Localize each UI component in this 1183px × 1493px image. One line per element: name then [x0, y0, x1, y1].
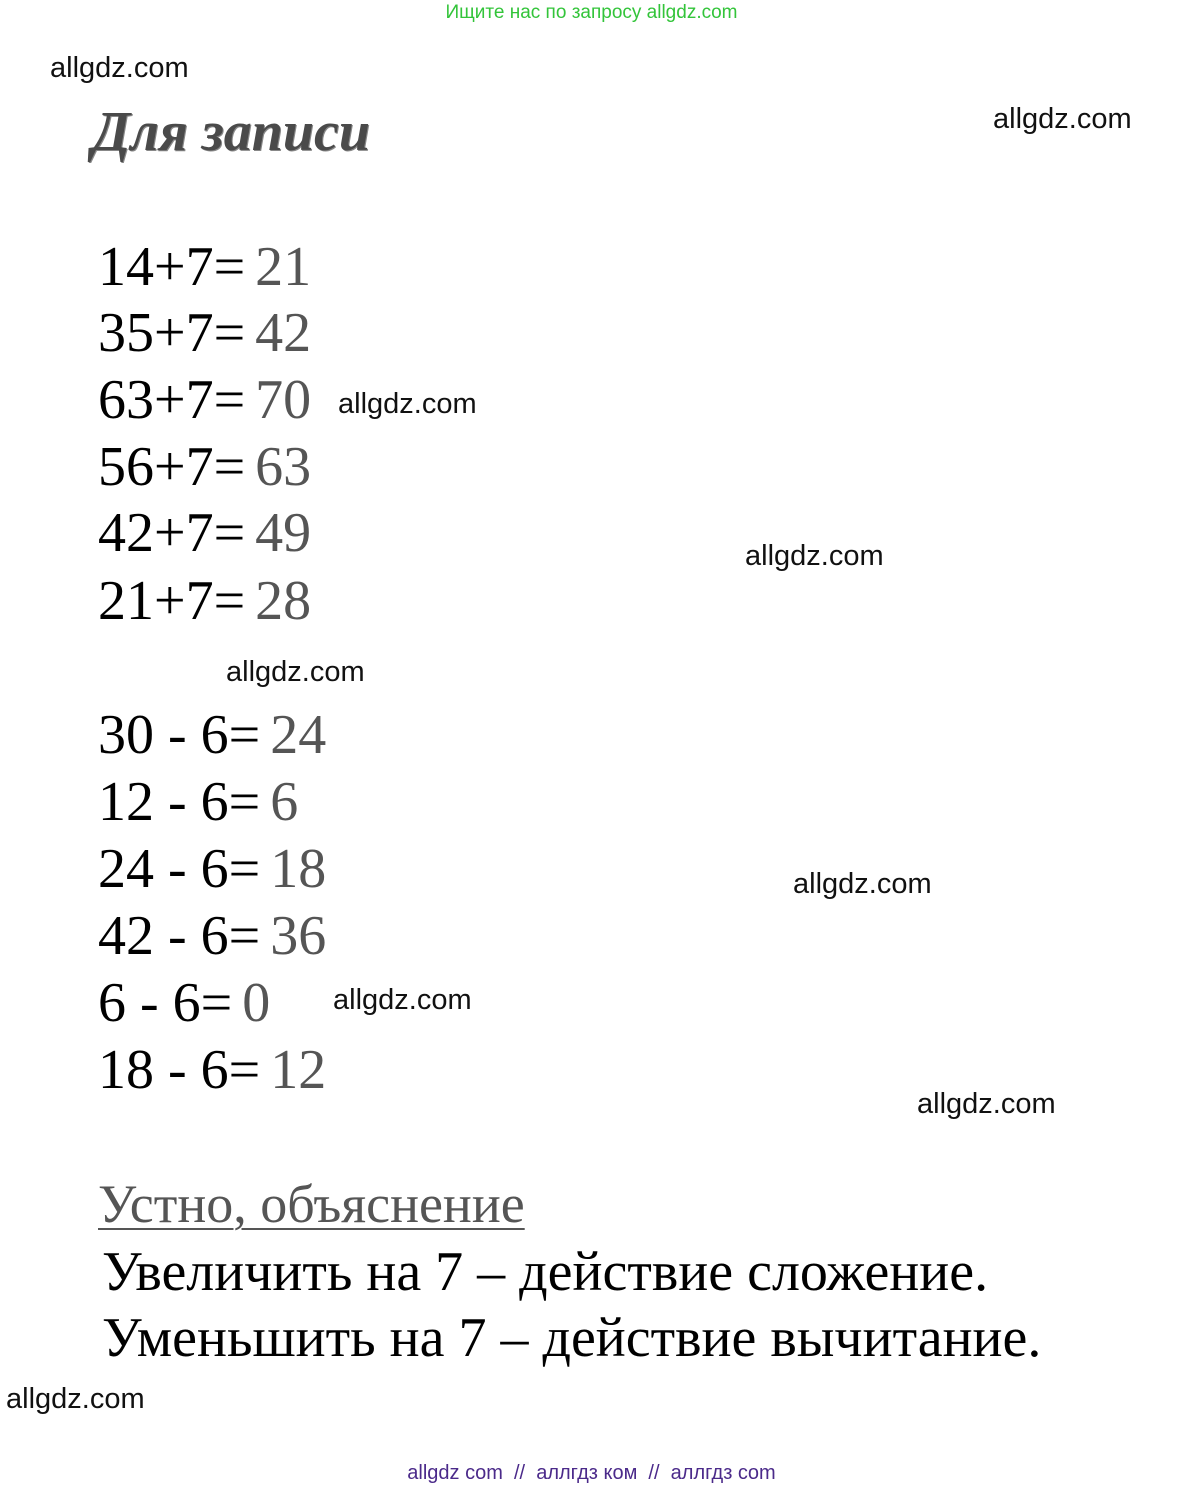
equation-expression: 24 - 6= [98, 838, 261, 900]
watermark: allgdz.com [993, 103, 1132, 135]
equation-expression: 6 - 6= [98, 972, 233, 1034]
equation-answer: 42 [255, 302, 312, 364]
equation-expression: 18 - 6= [98, 1039, 261, 1101]
equation-answer: 70 [255, 369, 312, 431]
equation-row [98, 503, 311, 563]
equation-row [98, 772, 298, 832]
equation-expression: 30 - 6= [98, 704, 261, 766]
watermark: allgdz.com [226, 656, 365, 688]
equation-answer: 49 [255, 502, 312, 564]
footer-links: allgdz com // аллгдз ком // аллгдз com [407, 1462, 776, 1484]
equation-expression: 21+7= [98, 570, 246, 632]
equation-expression: 14+7= [98, 236, 246, 298]
watermark: allgdz.com [333, 984, 472, 1016]
equation-answer: 18 [270, 838, 327, 900]
equation-expression: 12 - 6= [98, 771, 261, 833]
equation-row [98, 437, 311, 497]
equation-row [98, 839, 326, 899]
watermark: allgdz.com [338, 388, 477, 420]
watermark: allgdz.com [917, 1088, 1056, 1120]
section-heading: Устно, объяснение [98, 1174, 525, 1234]
equation-answer: 6 [270, 771, 299, 833]
equation-answer: 12 [270, 1039, 327, 1101]
watermark: allgdz.com [50, 52, 189, 84]
watermark: allgdz.com [745, 540, 884, 572]
equation-expression: 42 - 6= [98, 905, 261, 967]
equation-answer: 63 [255, 436, 312, 498]
equation-expression: 35+7= [98, 302, 246, 364]
equation-answer: 0 [242, 972, 271, 1034]
equation-row [98, 973, 270, 1033]
equation-expression: 42+7= [98, 502, 246, 564]
page-title: Для записи [92, 101, 370, 163]
watermark: allgdz.com [793, 868, 932, 900]
equation-answer: 21 [255, 236, 312, 298]
equation-row [98, 705, 326, 765]
explanation-line: Увеличить на 7 – действие сложение. [102, 1241, 989, 1303]
equation-answer: 36 [270, 905, 327, 967]
equation-row [98, 571, 311, 631]
equation-answer: 24 [270, 704, 327, 766]
equation-expression: 56+7= [98, 436, 246, 498]
top-search-banner: Ищите нас по запросу allgdz.com [445, 2, 738, 23]
equation-answer: 28 [255, 570, 312, 632]
equation-row [98, 1040, 326, 1100]
equation-row [98, 303, 311, 363]
explanation-line: Уменьшить на 7 – действие вычитание. [102, 1307, 1042, 1369]
equation-row [98, 370, 311, 430]
equation-row [98, 906, 326, 966]
watermark: allgdz.com [6, 1383, 145, 1415]
equation-expression: 63+7= [98, 369, 246, 431]
equation-row [98, 237, 311, 297]
